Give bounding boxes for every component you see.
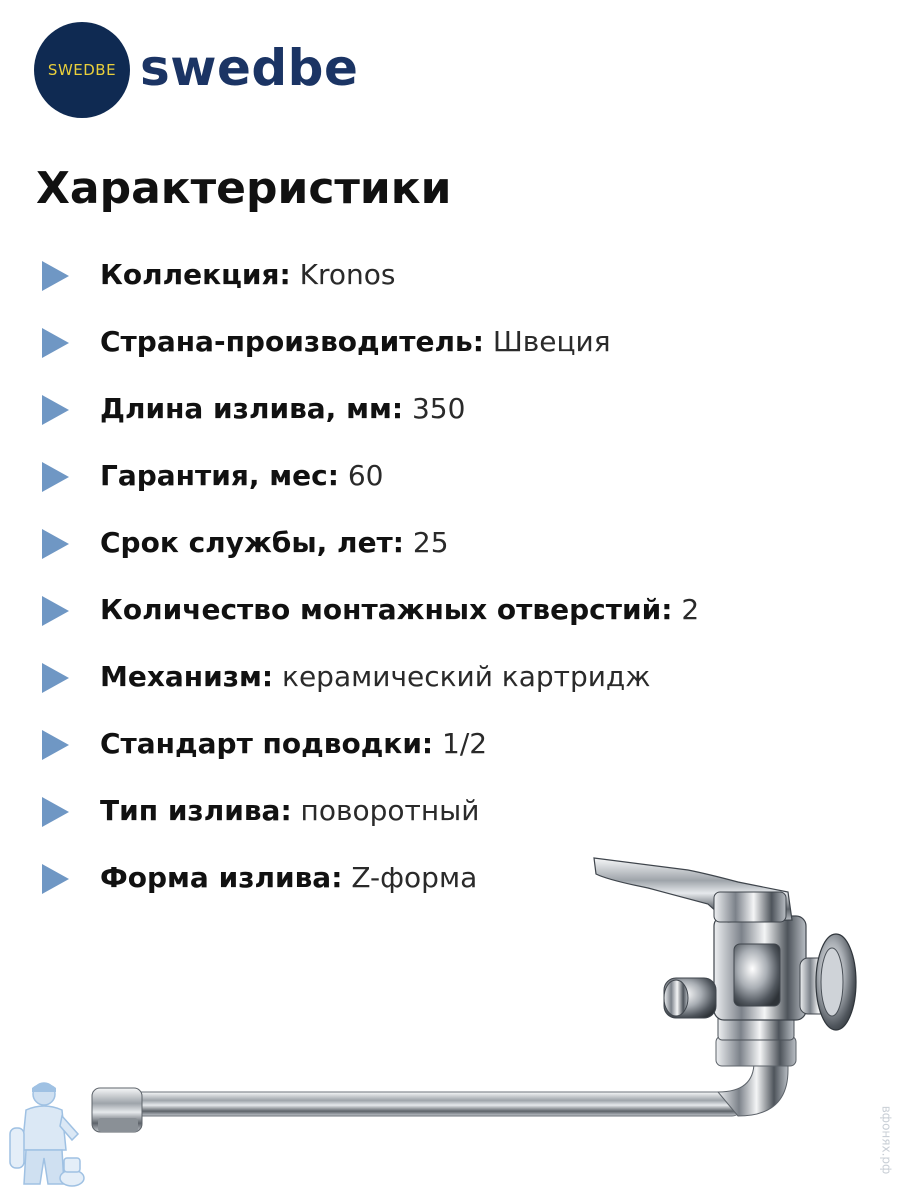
triangle-bullet-icon bbox=[42, 328, 69, 358]
spec-label: Срок службы, лет: bbox=[100, 526, 404, 559]
spec-value: 1/2 bbox=[442, 727, 488, 760]
spec-label: Стандарт подводки: bbox=[100, 727, 434, 760]
spec-text bbox=[100, 788, 479, 834]
triangle-bullet-icon bbox=[42, 596, 69, 626]
spec-value: Швеция bbox=[492, 325, 611, 358]
spec-item-country bbox=[42, 319, 699, 386]
spec-text bbox=[100, 520, 449, 566]
triangle-bullet-icon bbox=[42, 395, 69, 425]
watermark-text: вфонях.рф bbox=[879, 1105, 893, 1175]
spec-value: поворотный bbox=[300, 794, 480, 827]
spec-value: 2 bbox=[681, 593, 700, 626]
spec-label: Страна-производитель: bbox=[100, 325, 484, 358]
spec-label: Форма излива: bbox=[100, 861, 343, 894]
spec-value: 350 bbox=[411, 392, 466, 425]
spec-text bbox=[100, 721, 487, 767]
spec-value: 60 bbox=[347, 459, 384, 492]
spec-text bbox=[100, 654, 651, 700]
watermark bbox=[876, 1086, 896, 1194]
plumber-mascot-icon bbox=[6, 1080, 86, 1192]
spec-label: Механизм: bbox=[100, 660, 274, 693]
spec-item-spout-length bbox=[42, 386, 699, 453]
brand-badge-text: SWEDBE bbox=[47, 61, 117, 79]
spec-item-service-life bbox=[42, 520, 699, 587]
spec-text bbox=[100, 252, 395, 298]
spec-list bbox=[42, 252, 699, 922]
spec-value: керамический картридж bbox=[282, 660, 651, 693]
spec-item-connection-standard bbox=[42, 721, 699, 788]
spec-label: Количество монтажных отверстий: bbox=[100, 593, 673, 626]
spec-item-warranty bbox=[42, 453, 699, 520]
brand-name: swedbe bbox=[140, 39, 359, 97]
spec-text bbox=[100, 587, 699, 633]
spec-value: Kronos bbox=[299, 258, 396, 291]
spec-item-spout-type bbox=[42, 788, 699, 855]
spec-text bbox=[100, 453, 383, 499]
spec-value: Z-форма bbox=[351, 861, 478, 894]
triangle-bullet-icon bbox=[42, 529, 69, 559]
triangle-bullet-icon bbox=[42, 797, 69, 827]
page-title: Характеристики bbox=[36, 163, 452, 214]
triangle-bullet-icon bbox=[42, 663, 69, 693]
spec-text bbox=[100, 319, 611, 365]
spec-label: Длина излива, мм: bbox=[100, 392, 404, 425]
spec-item-mechanism bbox=[42, 654, 699, 721]
spec-item-collection bbox=[42, 252, 699, 319]
spec-value: 25 bbox=[412, 526, 449, 559]
faucet-image bbox=[88, 848, 868, 1148]
brand-logo bbox=[34, 22, 130, 118]
triangle-bullet-icon bbox=[42, 462, 69, 492]
spec-label: Коллекция: bbox=[100, 258, 291, 291]
spec-label: Тип излива: bbox=[100, 794, 292, 827]
triangle-bullet-icon bbox=[42, 261, 69, 291]
triangle-bullet-icon bbox=[42, 730, 69, 760]
spec-item-mounting-holes bbox=[42, 587, 699, 654]
spec-text bbox=[100, 386, 465, 432]
spec-label: Гарантия, мес: bbox=[100, 459, 339, 492]
triangle-bullet-icon bbox=[42, 864, 69, 894]
